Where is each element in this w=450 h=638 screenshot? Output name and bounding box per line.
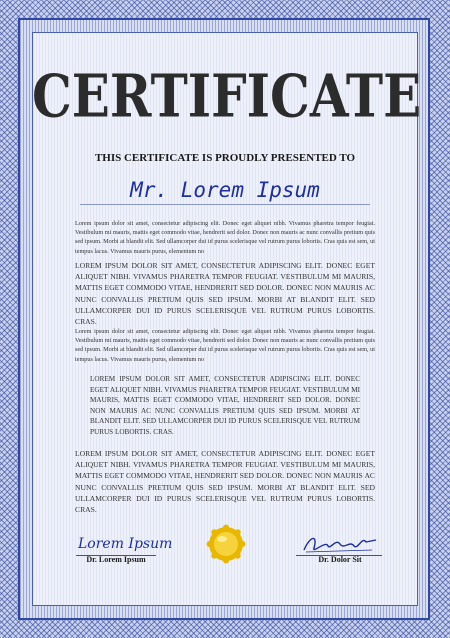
body-paragraph-caps-2: LOREM IPSUM DOLOR SIT AMET, CONSECTETUR ADIPISCING ELIT. DONEC EGET ALIQUET NIBH. VIVAMUS PHARETRA TEMPOR FEUGIAT. VESTIBULUM MI MAURIS, MATTIS EGET COMMODO VITAE, HENDRERIT SED DOLOR. DONEC NON MAURIS AC NUNC CONVALLIS PRETIUM QUIS SED IPSUM. MORBI AT BLANDIT ELIT. SED ULLAMCORPER DUI ID PURUS SCELERISQUE VEL RUTRUM PURUS LOBORTIS. CRAS. (90, 375, 360, 436)
left-signature-script: Lorem Ipsum (78, 536, 173, 552)
gold-seal-icon (206, 524, 246, 564)
certificate-title: CERTIFICATE (32, 61, 422, 131)
body-paragraph-caps-3: LOREM IPSUM DOLOR SIT AMET, CONSECTETUR ADIPISCING ELIT. DONEC EGET ALIQUET NIBH. VIVAMUS PHARETRA TEMPOR FEUGIAT. VESTIBULUM MI MAURIS, MATTIS EGET COMMODO VITAE, HENDRERIT SED DOLOR. DONEC NON MAURIS AC NUNC CONVALLIS PRETIUM QUIS SED IPSUM. MORBI AT BLANDIT ELIT. SED ULLAMCORPER DUI ID PURUS SCELERISQUE VEL RUTRUM PURUS LOBORTIS. CRAS. (75, 449, 375, 515)
presented-to-line: THIS CERTIFICATE IS PROUDLY PRESENTED TO (94, 152, 356, 164)
left-signature-name: Dr. Lorem Ipsum (86, 555, 146, 564)
recipient-name: Mr. Lorem Ipsum (130, 178, 320, 202)
body-paragraph-caps-1: LOREM IPSUM DOLOR SIT AMET, CONSECTETUR ADIPISCING ELIT. DONEC EGET ALIQUET NIBH. VIVAMUS PHARETRA TEMPOR FEUGIAT. VESTIBULUM MI MAURIS, MATTIS EGET COMMODO VITAE, HENDRERIT SED DOLOR. DONEC NON MAURIS AC NUNC CONVALLIS PRETIUM QUIS SED IPSUM. MORBI AT BLANDIT ELIT. SED ULLAMCORPER DUI ID PURUS SCELERISQUE VEL RUTRUM PURUS LOBORTIS. CRAS. (75, 261, 375, 327)
body-paragraph-small-1: Lorem ipsum dolor sit amet, consectetur adipiscing elit. Donec eget aliquet nibh. Vivamus pharetra tempor feugiat. Vestibulum mi mauris, mattis eget commodo vitae, hendrerit sed dolor. Donec non mauris ac nunc convallis pretium quis sed ipsum. Morbi at blandit elit. Sed ullamcorper dui id purus scelerisque vel rutrum purus lobortis. Cras quis est sem, ut tempus lacus. Vivamus mauris purus, elementum no (75, 220, 375, 255)
right-signature-name: Dr. Dolor Sit (318, 555, 362, 564)
body-paragraph-small-2: Lorem ipsum dolor sit amet, consectetur adipiscing elit. Donec eget aliquet nibh. Vivamus pharetra tempor feugiat. Vestibulum mi mauris, mattis eget commodo vitae, hendrerit sed dolor. Donec non mauris ac nunc convallis pretium quis sed ipsum. Morbi at blandit elit. Sed ullamcorper dui id purus scelerisque vel rutrum purus lobortis. Cras quis est sem, ut tempus lacus. Vivamus mauris purus, elementum no (75, 328, 375, 363)
recipient-underline (80, 204, 370, 205)
right-signature-scribble (300, 530, 380, 556)
